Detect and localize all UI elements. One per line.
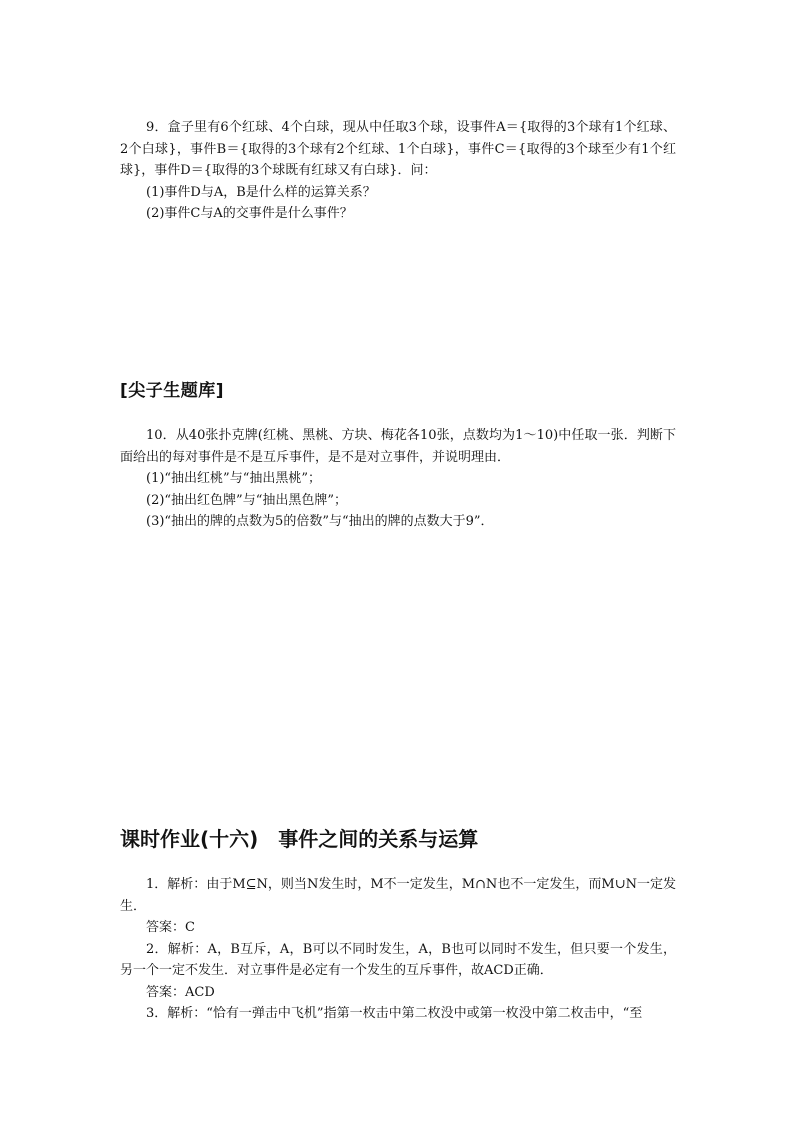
- section-title: [尖子生题库]: [120, 381, 225, 401]
- answer-2-analysis: 2．解析：A，B互斥，A，B可以不同时发生，A，B也可以同时不发生，但只要一个发生，另一个一定不发生．对立事件是必定有一个发生的互斥事件，故ACD正确．: [120, 941, 676, 978]
- answer-1-result: 答案：C: [146, 920, 195, 935]
- answer-1-analysis: 1．解析：由于M⊆N，则当N发生时，M不一定发生，M∩N也不一定发生，而M∪N一定发生．: [120, 877, 676, 914]
- question-10: [120, 425, 676, 533]
- question-10-stem: 10．从40张扑克牌(红桃、黑桃、方块、梅花各10张，点数均为1～10)中任取一张．判断下面给出的每对事件是不是互斥事件，是不是对立事件，并说明理由．: [120, 428, 676, 465]
- section-heading: [120, 376, 676, 401]
- answers-heading: [120, 823, 676, 852]
- question-9: [120, 117, 676, 225]
- answers-title: 课时作业(十六) 事件之间的关系与运算: [120, 827, 479, 851]
- question-9-part-2: (2)事件C与A的交事件是什么事件？: [146, 206, 353, 221]
- answers-body: [120, 874, 676, 1025]
- question-9-part-1: (1)事件D与A，B是什么样的运算关系？: [146, 184, 376, 200]
- question-10-part-2: (2)“抽出红色牌”与“抽出黑色牌”；: [146, 492, 347, 508]
- question-9-stem: 9．盒子里有6个红球、4个白球，现从中任取3个球，设事件A＝{取得的3个球有1个红球、2个白球}，事件B＝{取得的3个球有2个红球、1个白球}，事件C＝{取得的3个球至少有1个红球}，事件D＝{取得的3个球既有红球又有白球}．问：: [120, 120, 676, 178]
- answer-2-result: 答案：ACD: [146, 984, 215, 1000]
- question-10-part-1: (1)“抽出红桃”与“抽出黑桃”；: [146, 471, 321, 486]
- answer-3-analysis: 3．解析：“恰有一弹击中飞机”指第一枚击中第二枚没中或第一枚没中第二枚击中，“至: [146, 1006, 643, 1021]
- question-10-part-3: (3)“抽出的牌的点数为5的倍数”与“抽出的牌的点数大于9”．: [146, 514, 494, 529]
